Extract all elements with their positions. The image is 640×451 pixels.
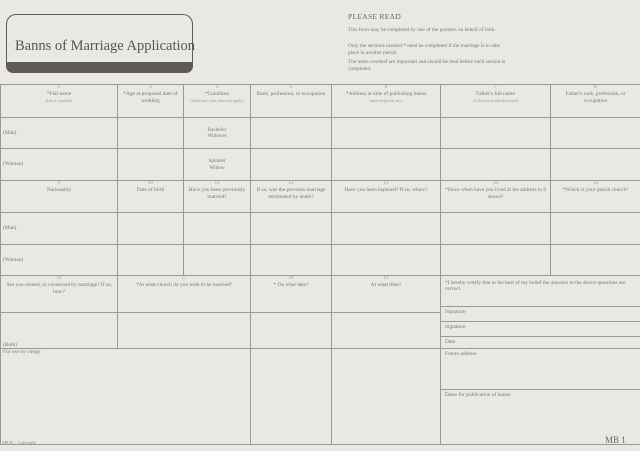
row-label-woman: (Woman) bbox=[1, 245, 118, 276]
man-occupation-field[interactable] bbox=[251, 118, 332, 149]
man-row-2 bbox=[1, 213, 640, 245]
row-label-both: (Both) bbox=[1, 313, 118, 349]
signature-field[interactable]: Signature bbox=[441, 321, 640, 336]
woman-address-field[interactable] bbox=[332, 149, 441, 181]
col-header-father-occupation: 8 Father's rank, profession, or occupation bbox=[551, 85, 640, 118]
man-dob-field[interactable] bbox=[118, 213, 184, 245]
title-underline-bar bbox=[6, 62, 193, 73]
banns-form-table bbox=[0, 84, 640, 445]
clergy-use-field[interactable]: For use by clergy bbox=[1, 349, 251, 445]
header-row-1 bbox=[1, 85, 640, 118]
col-header-father-name: 7 Father's full name (if deceased add deceased) bbox=[441, 85, 551, 118]
woman-condition-field[interactable]: Spinster Widow bbox=[184, 149, 251, 181]
page-title: Banns of Marriage Application bbox=[15, 38, 195, 54]
col-header-time: 19 At what time? bbox=[332, 276, 441, 313]
man-father-name-field[interactable] bbox=[441, 118, 551, 149]
instruction-note: The notes overleaf are important and should be read before each section is completed. bbox=[348, 59, 506, 72]
col-header-terminated-by-death: 12 If so, was the previous marriage terminated by death? bbox=[251, 181, 332, 213]
future-address-block bbox=[441, 349, 640, 445]
certification-block bbox=[441, 276, 640, 349]
row-label-man: (Man) bbox=[1, 118, 118, 149]
header-row-2 bbox=[1, 181, 640, 213]
woman-age-field[interactable] bbox=[118, 149, 184, 181]
man-condition-field[interactable]: Bachelor Widower bbox=[184, 118, 251, 149]
signature-field[interactable]: Signature bbox=[441, 306, 640, 321]
man-address-field[interactable] bbox=[332, 118, 441, 149]
col-header-full-name: 2 *Full name (block capitals) bbox=[1, 85, 118, 118]
church-field[interactable] bbox=[118, 313, 251, 349]
instruction-note: Only the sections marked * need be completed if the marriage is to take place in another parish. bbox=[348, 43, 500, 56]
woman-parish-field[interactable] bbox=[551, 245, 640, 276]
clergy-blank-cell[interactable] bbox=[332, 349, 441, 445]
col-header-church: 17 *At what church do you wish to be married? bbox=[118, 276, 251, 313]
man-terminated-field[interactable] bbox=[251, 213, 332, 245]
col-header-baptised: 13 Have you been baptised? If so, where? bbox=[332, 181, 441, 213]
woman-lived-since-field[interactable] bbox=[441, 245, 551, 276]
col-header-age: 3 *Age at proposed date of wedding bbox=[118, 85, 184, 118]
publication-dates-field[interactable]: Dates for publication of banns bbox=[441, 389, 640, 444]
woman-row-1 bbox=[1, 149, 640, 181]
woman-row-2 bbox=[1, 245, 640, 276]
date-field[interactable]: Date bbox=[441, 336, 640, 348]
col-header-occupation: 5 Rank, profession, or occupation bbox=[251, 85, 332, 118]
col-header-date-of-birth: 10 Date of birth bbox=[118, 181, 184, 213]
header-row-3 bbox=[1, 276, 640, 313]
col-header-condition: 4 *Condition (strike out what does not apply) bbox=[184, 85, 251, 118]
man-row-1 bbox=[1, 118, 640, 149]
certification-text: *I hereby certify that to the best of my belief the answers to the above questions are correct. bbox=[445, 280, 626, 293]
col-header-address: 6 *Address at time of publishing banns (and telephone no.) bbox=[332, 85, 441, 118]
woman-previously-married-field[interactable] bbox=[184, 245, 251, 276]
col-header-date: 18 * On what date? bbox=[251, 276, 332, 313]
man-baptised-field[interactable] bbox=[332, 213, 441, 245]
please-read-heading: PLEASE READ bbox=[348, 12, 402, 21]
future-address-field[interactable]: Future address bbox=[445, 351, 477, 357]
woman-father-occupation-field[interactable] bbox=[551, 149, 640, 181]
woman-father-name-field[interactable] bbox=[441, 149, 551, 181]
woman-occupation-field[interactable] bbox=[251, 149, 332, 181]
clergy-blank-cell[interactable] bbox=[251, 349, 332, 445]
col-header-lived-since: 14 *Since when have you lived at the address in 6 above? bbox=[441, 181, 551, 213]
row-label-woman: (Woman) bbox=[1, 149, 118, 181]
man-previously-married-field[interactable] bbox=[184, 213, 251, 245]
col-header-previously-married: 11 Have you been previously married? bbox=[184, 181, 251, 213]
man-lived-since-field[interactable] bbox=[441, 213, 551, 245]
col-header-nationality: 9 Nationality bbox=[1, 181, 118, 213]
form-code: MB 1 bbox=[605, 435, 626, 445]
man-age-field[interactable] bbox=[118, 118, 184, 149]
row-label-man: (Man) bbox=[1, 213, 118, 245]
copyright-text: SPCK – Copyright bbox=[2, 440, 37, 445]
date-answer-field[interactable] bbox=[251, 313, 332, 349]
col-header-parish-church: 15 *Which is your parish church? bbox=[551, 181, 640, 213]
clergy-row bbox=[1, 349, 640, 445]
instruction-note: This form may be completed by one of the partners on behalf of both. bbox=[348, 27, 496, 33]
time-answer-field[interactable] bbox=[332, 313, 441, 349]
man-parish-field[interactable] bbox=[551, 213, 640, 245]
man-father-occupation-field[interactable] bbox=[551, 118, 640, 149]
col-header-related: 16 Are you related, or connected by marriage? If so, how? bbox=[1, 276, 118, 313]
woman-terminated-field[interactable] bbox=[251, 245, 332, 276]
woman-dob-field[interactable] bbox=[118, 245, 184, 276]
woman-baptised-field[interactable] bbox=[332, 245, 441, 276]
